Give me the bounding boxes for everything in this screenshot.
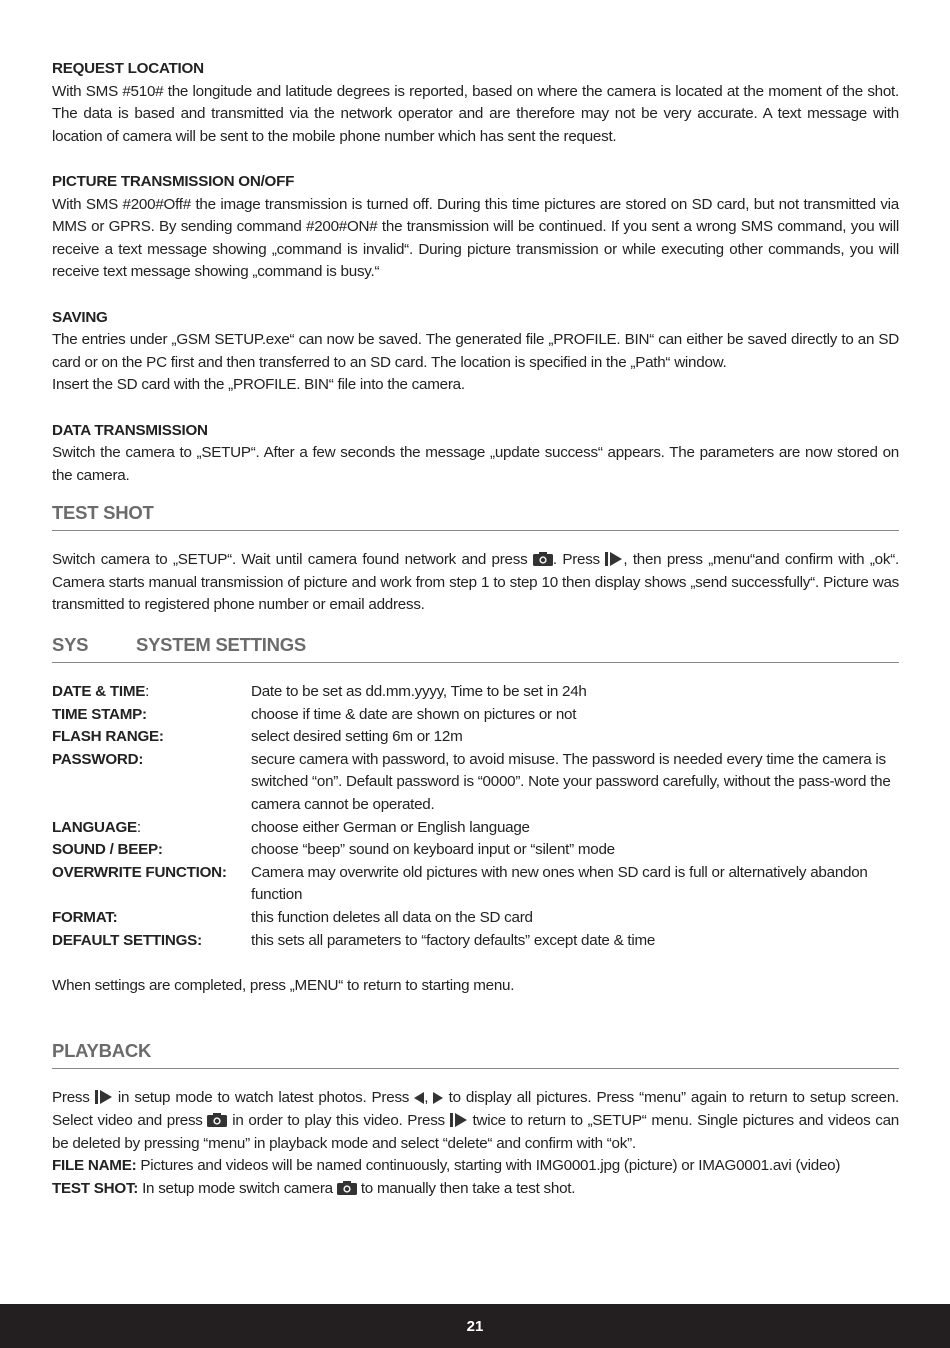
playback-text: ,: [424, 1089, 429, 1107]
setting-term: FLASH RANGE:: [52, 728, 164, 746]
setting-term: LANGUAGE:: [52, 818, 141, 836]
setting-term: SOUND / BEEP:: [52, 841, 163, 859]
test-shot-text-2: to manually then take a test shot.: [360, 1179, 576, 1197]
play-pause-icon: [605, 552, 623, 566]
settings-closing: When settings are completed, press „MENU“ to return to starting menu.: [52, 976, 515, 994]
setting-row: [52, 726, 899, 749]
setting-row: [52, 704, 899, 727]
setting-row: [52, 930, 899, 953]
setting-desc: choose “beep” sound on keyboard input or “silent” mode: [251, 841, 615, 859]
setting-desc: Date to be set as dd.mm.yyyy, Time to be set in 24h: [251, 683, 587, 701]
setting-term: TIME STAMP:: [52, 705, 147, 723]
test-shot-body: [52, 549, 899, 617]
request-location-title: REQUEST LOCATION: [52, 60, 204, 77]
setting-term: DATE & TIME:: [52, 683, 150, 701]
test-shot-part2: . Press: [552, 551, 600, 569]
data-transmission-title: DATA TRANSMISSION: [52, 421, 208, 439]
playback-text: to display all pictures. Press “menu” again to return to setup screen. Select video and press: [52, 1089, 899, 1129]
play-pause-icon: [450, 1113, 468, 1127]
test-shot-text: In setup mode switch camera: [138, 1179, 333, 1197]
picture-transmission-body: With SMS #200#Off# the image transmission is turned off. During this time pictures are stored on SD card, but not transmitted via MMS or GPRS. By sending command #200#ON# the transmission will be continued. If you sent a wrong SMS command, you will receive a text message showing „command is invalid“. During picture transmission or while executing other commands, you will receive text message showing „command is busy.“: [52, 195, 899, 281]
playback-heading: [52, 1039, 899, 1069]
setting-term: DEFAULT SETTINGS:: [52, 931, 202, 949]
system-settings-heading-text: SYSTEM SETTINGS: [136, 634, 306, 656]
request-location-body: With SMS #510# the longitude and latitude degrees is reported, based on where the camera is located at the moment of the shot. The data is based and transmitted via the network operator and are therefore may not be very accurate. A text message with location of camera will be sent to the mobile phone number which has sent the request.: [52, 82, 899, 145]
setting-desc: this function deletes all data on the SD card: [251, 909, 533, 926]
camera-icon: [337, 1181, 357, 1195]
request-location-section: [52, 58, 899, 148]
setting-term: PASSWORD:: [52, 750, 144, 768]
page-number: 21: [466, 1317, 484, 1335]
file-name-line: [52, 1155, 899, 1178]
saving-section: [52, 307, 899, 397]
test-shot-label: TEST SHOT:: [52, 1179, 139, 1197]
setting-row: [52, 817, 899, 840]
setting-desc: Camera may overwrite old pictures with new ones when SD card is full or alternatively abandon function: [251, 863, 868, 904]
play-pause-icon: [95, 1090, 113, 1104]
picture-transmission-section: [52, 171, 899, 284]
triangle-left-icon: [414, 1092, 424, 1104]
data-transmission-body: Switch the camera to „SETUP“. After a few seconds the message „update success“ appears. The parameters are now stored on the camera.: [52, 444, 899, 484]
setting-desc: select desired setting 6m or 12m: [251, 728, 463, 746]
file-name-label: FILE NAME:: [52, 1157, 137, 1175]
test-shot-line: [52, 1178, 899, 1201]
test-shot-heading-text: TEST SHOT: [52, 502, 154, 524]
data-transmission-section: [52, 420, 899, 488]
camera-icon: [207, 1113, 227, 1127]
test-shot-heading: [52, 501, 899, 531]
test-shot-part1: Switch camera to „SETUP“. Wait until camera found network and press: [52, 551, 528, 569]
setting-row: [52, 839, 899, 862]
file-name-text: Pictures and videos will be named continuously, starting with IMG0001.jpg (picture) or IMAG0001.avi (video): [136, 1157, 841, 1175]
page-content: [52, 58, 899, 1200]
playback-text: Press: [52, 1089, 90, 1107]
playback-heading-text: PLAYBACK: [52, 1040, 152, 1062]
setting-row: [52, 907, 899, 930]
saving-body: The entries under „GSM SETUP.exe“ can now be saved. The generated file „PROFILE. BIN“ can either be saved directly to an SD card or on the PC first and then transferred to an SD card. The location is specified in the „Path“ window.: [52, 331, 899, 371]
triangle-right-icon: [433, 1092, 443, 1104]
playback-text: in setup mode to watch latest photos. Press: [117, 1089, 410, 1107]
playback-text: in order to play this video. Press: [232, 1111, 445, 1129]
saving-body-2: Insert the SD card with the „PROFILE. BIN“ file into the camera.: [52, 376, 465, 394]
setting-row: [52, 749, 899, 817]
setting-row: [52, 862, 899, 907]
test-shot-part3: , then press „menu“and confirm with „ok“. Camera starts manual transmission of picture and work from step 1 to step 10 then display shows „send successfully“. Picture was transmitted to registered phone number or email address.: [52, 551, 899, 614]
playback-body: [52, 1087, 899, 1155]
system-settings-code: SYS: [52, 634, 89, 656]
system-settings-list: [52, 681, 899, 952]
setting-term: FORMAT:: [52, 909, 118, 926]
setting-row: [52, 681, 899, 704]
picture-transmission-title: PICTURE TRANSMISSION ON/OFF: [52, 172, 295, 190]
playback-text: twice to return to „SETUP“ menu. Single pictures and videos can be deleted by pressing “menu” in playback mode and select “delete“ and confirm with “ok”.: [52, 1111, 899, 1152]
saving-title: SAVING: [52, 308, 108, 326]
setting-desc: secure camera with password, to avoid misuse. The password is needed every time the camera is switched “on”. Default password is “0000”. Note your password carefully, without the pass-word the camera cannot be operated.: [251, 750, 891, 814]
page-footer: [0, 1304, 950, 1348]
setting-term: OVERWRITE FUNCTION:: [52, 863, 227, 881]
system-settings-heading: [52, 633, 899, 663]
setting-desc: choose either German or English language: [251, 818, 530, 836]
setting-desc: choose if time & date are shown on pictures or not: [251, 705, 577, 723]
setting-desc: this sets all parameters to “factory defaults” except date & time: [251, 931, 656, 949]
camera-icon: [533, 552, 553, 566]
